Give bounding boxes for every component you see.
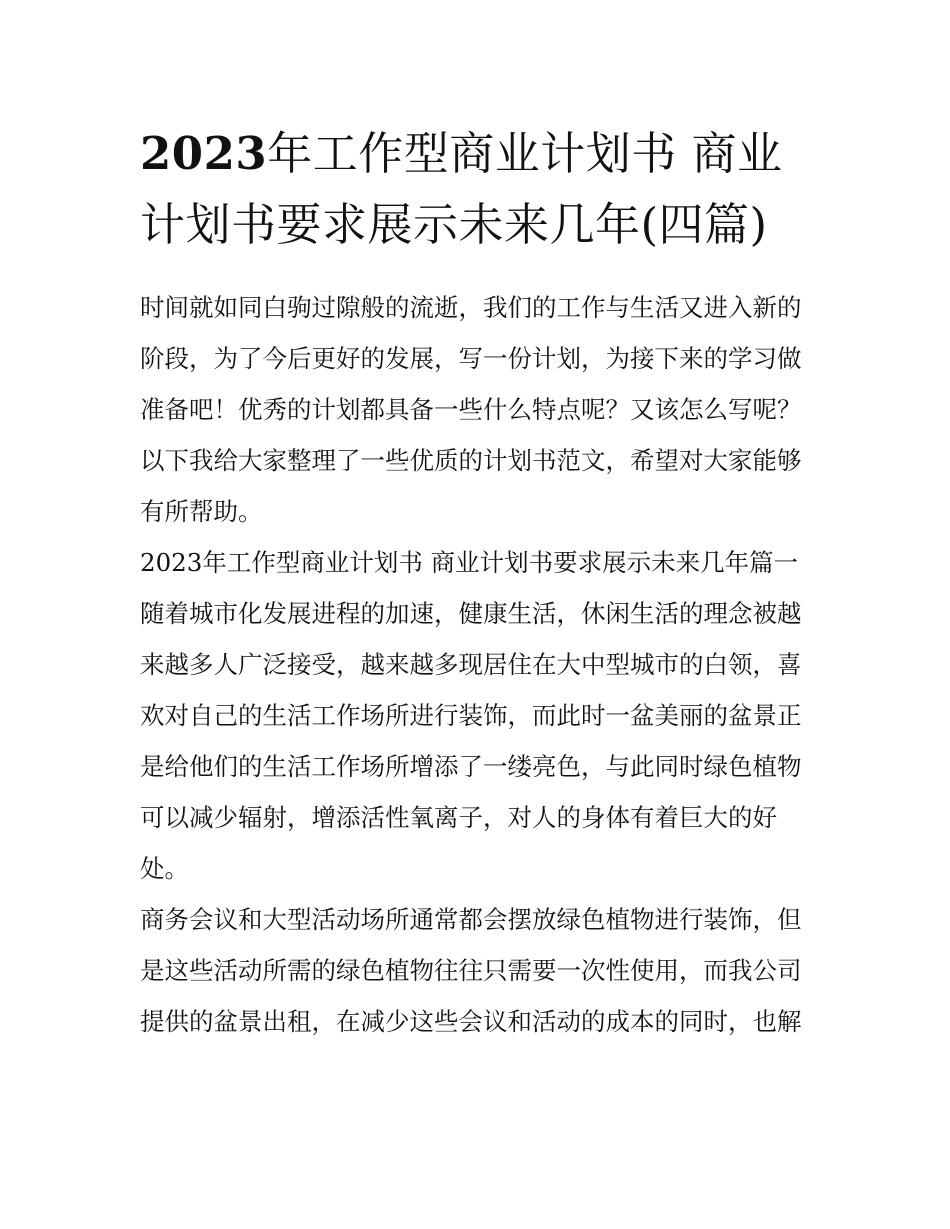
body-paragraph: 随着城市化发展进程的加速，健康生活，休闲生活的理念被越来越多人广泛接受，越来越多现居住在大中型城市的白领，喜欢对自己的生活工作场所进行装饰，而此时一盆美丽的盆景正是给他们的生活工作场所增添了一缕亮色，与此同时绿色植物可以减少辐射，增添活性氧离子，对人的身体有着巨大的好处。 (140, 599, 802, 883)
intro-paragraph: 时间就如同白驹过隙般的流逝，我们的工作与生活又进入新的阶段，为了今后更好的发展，写一份计划，为接下来的学习做准备吧！优秀的计划都具备一些什么特点呢？又该怎么写呢？以下我给大家整理了一些优质的计划书范文，希望对大家能够有所帮助。 (140, 293, 802, 526)
document-title-text: 年工作型商业计划书 商业计划书要求展示未来几年(四篇) (140, 127, 783, 251)
body-paragraph: 商务会议和大型活动场所通常都会摆放绿色植物进行装饰，但是这些活动所需的绿色植物往往只需要一次性使用，而我公司提供的盆景出租，在减少这些会议和活动的成本的同时，也解 (140, 905, 802, 1036)
document-title-year: 2023 (140, 127, 268, 180)
document-title (140, 118, 820, 260)
section-heading-paragraph: 2023年工作型商业计划书 商业计划书要求展示未来几年篇一 (140, 548, 799, 577)
document-content (140, 118, 820, 1047)
